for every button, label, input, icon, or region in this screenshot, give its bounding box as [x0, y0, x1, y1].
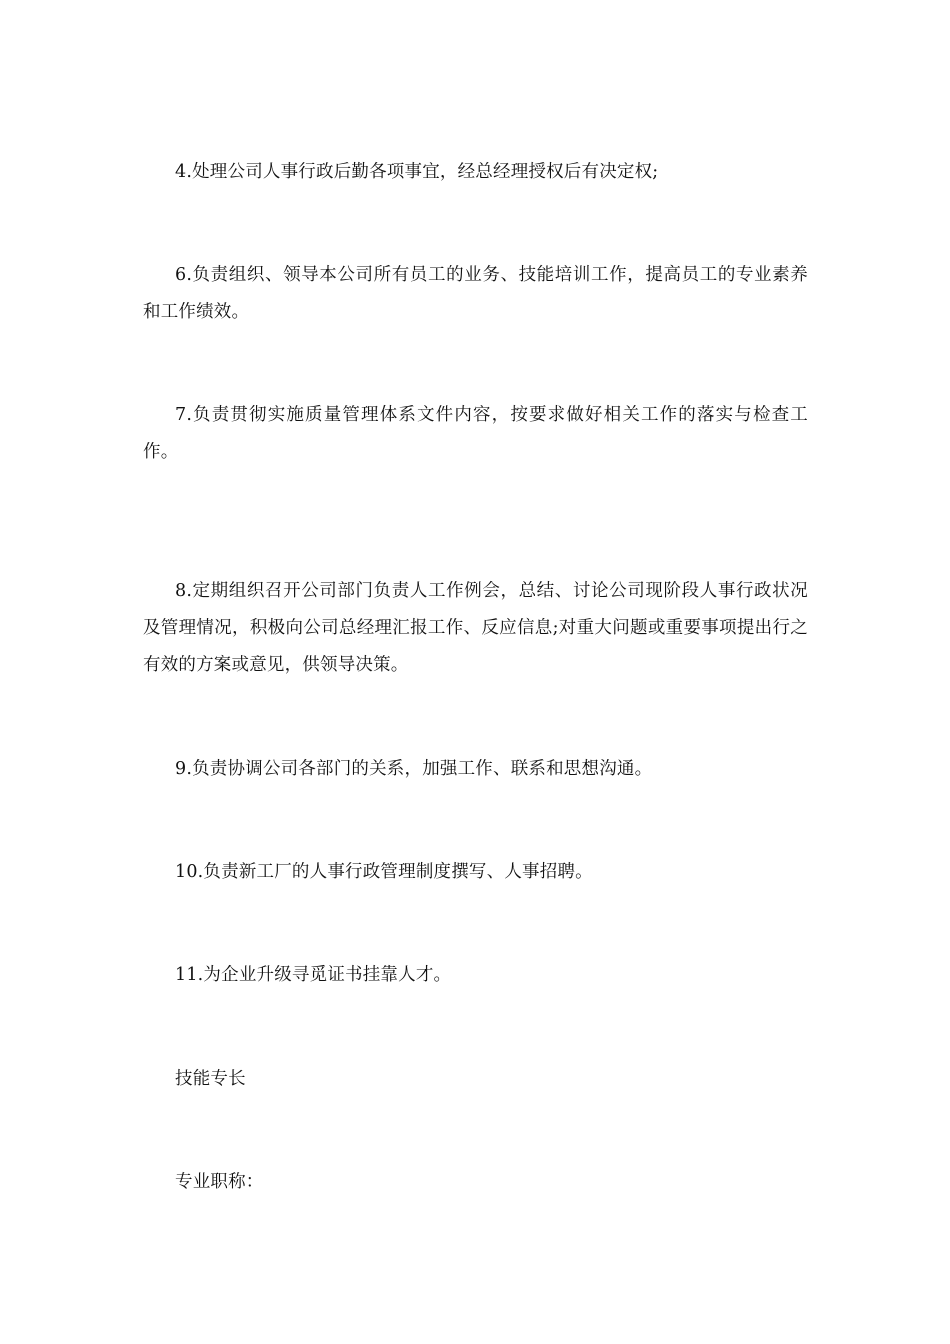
duty-item-8: 8.定期组织召开公司部门负责人工作例会，总结、讨论公司现阶段人事行政状况及管理情况，积极向公司总经理汇报工作、反应信息;对重大问题或重要事项提出行之有效的方案或意见，供领导决策。	[143, 581, 808, 675]
professional-title-label: 专业职称：	[175, 1172, 264, 1192]
duty-item-11: 11.为企业升级寻觅证书挂靠人才。	[175, 965, 452, 985]
duty-item-4: 4.处理公司人事行政后勤各项事宜，经总经理授权后有决定权;	[175, 162, 659, 182]
duty-item-10: 10.负责新工厂的人事行政管理制度撰写、人事招聘。	[175, 862, 593, 882]
duty-item-6: 6.负责组织、领导本公司所有员工的业务、技能培训工作，提高员工的专业素养和工作绩效。	[143, 265, 808, 322]
duty-item-7: 7.负责贯彻实施质量管理体系文件内容，按要求做好相关工作的落实与检查工作。	[143, 405, 808, 462]
section-heading-skills: 技能专长	[175, 1069, 246, 1089]
duty-item-9: 9.负责协调公司各部门的关系，加强工作、联系和思想沟通。	[175, 759, 653, 779]
